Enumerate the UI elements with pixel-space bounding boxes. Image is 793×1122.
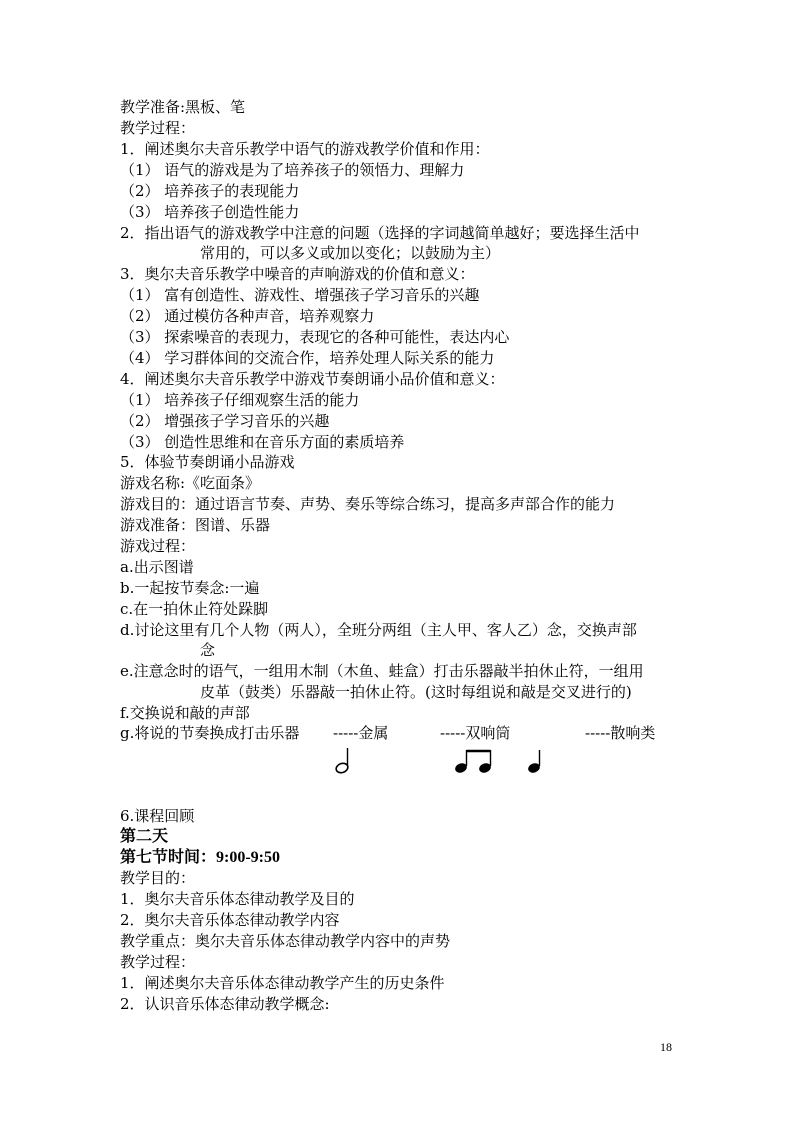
text-line: （1） 富有创造性、游戏性、增强孩子学习音乐的兴趣 [120,286,480,304]
text-line: （2） 通过模仿各种声音，培养观察力 [120,307,375,325]
text-line: （3） 培养孩子创造性能力 [120,203,300,221]
text-line: 游戏准备：图谱、乐器 [120,516,271,534]
text-line: （3） 探索噪音的表现力，表现它的各种可能性，表达内心 [120,328,510,346]
text-line: （3） 创造性思维和在音乐方面的素质培养 [120,433,405,451]
text-line: 常用的，可以多义或加以变化；以鼓励为主） [200,244,501,262]
text-line: 教学准备:黑板、笔 [120,98,246,116]
text-line: 4．阐述奥尔夫音乐教学中游戏节奏朗诵小品价值和意义： [120,370,505,388]
text-line: （1） 语气的游戏是为了培养孩子的领悟力、理解力 [120,161,465,179]
text-line: 2．认识音乐体态律动教学概念: [120,995,330,1013]
text-line: 教学过程： [120,953,196,971]
text-line: b.一起按节奏念:一遍 [120,579,260,597]
text-line: 2．指出语气的游戏教学中注意的问题（选择的字词越简单越好；要选择生活中 [120,224,640,242]
text-line: 念 [200,641,216,659]
text-line: -----金属 [333,724,389,742]
text-line: 1．奥尔夫音乐体态律动教学及目的 [120,890,355,908]
text-line: f.交换说和敲的声部 [120,704,250,722]
half-note-icon [335,748,349,774]
text-line: 游戏过程： [120,537,196,555]
text-line: 5．体验节奏朗诵小品游戏 [120,453,295,471]
text-line: c.在一拍休止符处跺脚 [120,600,269,618]
quarter-note-icon [527,750,541,774]
text-line: d.讨论这里有几个人物（两人），全班分两组（主人甲、客人乙）念，交换声部 [120,621,637,639]
text-line: （4） 学习群体间的交流合作，培养处理人际关系的能力 [120,349,495,367]
section-heading: 第七节时间：9:00-9:50 [120,849,280,866]
text-line: 游戏目的：通过语言节奏、声势、奏乐等综合练习，提高多声部合作的能力 [120,495,616,513]
eighth-notes-pair-icon [454,750,492,774]
text-line: g.将说的节奏换成打击乐器 [120,724,300,742]
text-line: 皮革（鼓类）乐器敲一拍休止符。(这时每组说和敲是交叉进行的) [200,683,632,701]
text-line: -----双响筒 [440,724,511,742]
text-line: 教学目的： [120,869,196,887]
text-line: 3．奥尔夫音乐教学中噪音的声响游戏的价值和意义： [120,265,475,283]
text-line: （1） 培养孩子仔细观察生活的能力 [120,391,360,409]
text-line: 1．阐述奥尔夫音乐体态律动教学产生的历史条件 [120,974,445,992]
text-line: -----散响类 [585,724,656,742]
text-line: 2．奥尔夫音乐体态律动教学内容 [120,911,340,929]
text-line: e.注意念时的语气，一组用木制（木鱼、蛙盒）打击乐器敲半拍休止符，一组用 [120,662,644,680]
text-line: （2） 培养孩子的表现能力 [120,182,300,200]
text-line: 1．阐述奥尔夫音乐教学中语气的游戏教学价值和作用： [120,140,490,158]
text-line: a.出示图谱 [120,558,194,576]
section-heading: 第二天 [120,828,169,845]
page-number: 18 [660,1040,672,1054]
text-line: 6.课程回顾 [120,807,195,825]
text-line: 教学过程： [120,119,196,137]
text-line: 游戏名称:《吃面条》 [120,474,261,492]
text-line: 教学重点：奥尔夫音乐体态律动教学内容中的声势 [120,932,451,950]
text-line: （2） 增强孩子学习音乐的兴趣 [120,412,330,430]
